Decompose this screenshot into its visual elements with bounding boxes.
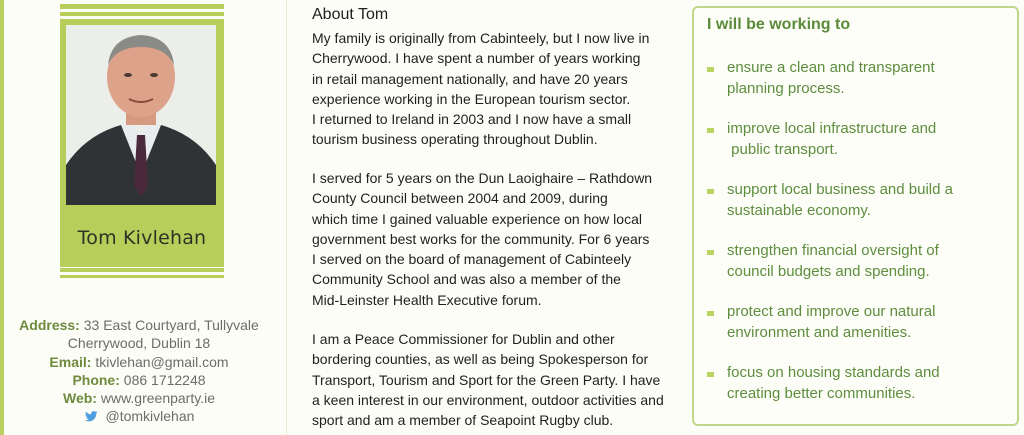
- text-line: I am a Peace Commissioner for Dublin and other: [312, 331, 615, 347]
- text-line: Community School and was also a member of the: [312, 271, 621, 288]
- text-line: experience working in the European tourism sector.: [312, 90, 631, 107]
- working-to-title: I will be working to: [707, 16, 851, 33]
- top-accent-stripe: [60, 4, 224, 9]
- working-to-box: [692, 6, 1019, 426]
- item-line: council budgets and spending.: [727, 262, 930, 280]
- bullet-icon: [707, 189, 714, 194]
- item-line: focus on housing standards and: [727, 364, 940, 381]
- candidate-name: Tom Kivlehan: [77, 227, 207, 249]
- address-line-2: Cherrywood, Dublin 18: [67, 335, 211, 352]
- text-line: a keen interest in our environment, outdoor activities and: [312, 391, 664, 408]
- bottom-accent-stripe-thin: [60, 275, 224, 278]
- phone-line: [4, 371, 274, 389]
- about-title: About Tom: [312, 6, 389, 23]
- bullet-icon: [707, 311, 714, 316]
- bullet-icon: [707, 128, 714, 133]
- text-line: which time I gained valuable experience on how local: [312, 210, 642, 227]
- twitter-bird-icon: [84, 411, 99, 422]
- candidate-photo: [66, 25, 216, 205]
- bullet-icon: [707, 250, 714, 255]
- email-value: tkivlehan@gmail.com: [95, 353, 229, 370]
- text-line: I served for 5 years on the Dun Laoighaire – Rathdown: [312, 170, 653, 186]
- text-line: tourism business operating throughout Dublin.: [312, 131, 598, 148]
- web-line: [4, 389, 274, 407]
- text-line: Transport, Tourism and Sport for the Green Party. I have: [312, 371, 661, 388]
- item-line: strengthen financial oversight of: [727, 242, 939, 259]
- twitter-line: [4, 407, 274, 425]
- text-line: in retail management nationally, and have 20 years: [312, 70, 628, 87]
- top-accent-stripe-thin: [60, 12, 224, 16]
- item-line: improve local infrastructure and: [727, 120, 937, 137]
- bottom-accent-stripe: [60, 268, 224, 272]
- email-line: [4, 353, 274, 371]
- about-paragraph-1: [312, 28, 684, 150]
- about-paragraph-3: [312, 329, 684, 430]
- contact-block: [4, 316, 274, 426]
- item-line: environment and amenities.: [727, 323, 912, 341]
- text-line: I served on the board of management of Cabinteely: [312, 251, 632, 268]
- text-line: My family is originally from Cabinteely, but I now live in: [312, 30, 650, 46]
- item-line: sustainable economy.: [727, 201, 871, 219]
- name-plate: [60, 209, 224, 267]
- item-line: public transport.: [727, 140, 838, 158]
- about-column: [287, 0, 687, 435]
- email-label: Email:: [49, 353, 92, 370]
- twitter-handle: @tomkivlehan: [105, 408, 195, 425]
- bullet-icon: [707, 372, 714, 377]
- address-line-1: [4, 316, 274, 334]
- web-value: www.greenparty.ie: [100, 390, 215, 407]
- item-line: creating better communities.: [727, 384, 916, 402]
- about-paragraph-2: [312, 168, 684, 310]
- candidate-column: [4, 0, 286, 435]
- text-line: bordering counties, as well as being Spokesperson for: [312, 351, 649, 368]
- text-line: Mid-Leinster Health Executive forum.: [312, 291, 542, 308]
- address-value: 33 East Courtyard, Tullyvale: [83, 317, 259, 333]
- item-line: ensure a clean and transparent: [727, 59, 935, 76]
- bullet-icon: [707, 67, 714, 72]
- address-label: Address:: [19, 317, 80, 333]
- text-line: County Council between 2004 and 2009, during: [312, 190, 608, 207]
- item-line: support local business and build a: [727, 181, 953, 198]
- item-line: planning process.: [727, 79, 845, 97]
- item-line: protect and improve our natural: [727, 303, 936, 320]
- text-line: I returned to Ireland in 2003 and I now have a small: [312, 111, 632, 128]
- phone-value: 086 1712248: [123, 371, 206, 388]
- phone-label: Phone:: [72, 371, 120, 388]
- text-line: Cherrywood. I have spent a number of years working: [312, 50, 641, 67]
- web-label: Web:: [63, 390, 97, 407]
- text-line: government best works for the community. For 6 years: [312, 230, 650, 247]
- text-line: sport and am a member of Seapoint Rugby club.: [312, 412, 614, 429]
